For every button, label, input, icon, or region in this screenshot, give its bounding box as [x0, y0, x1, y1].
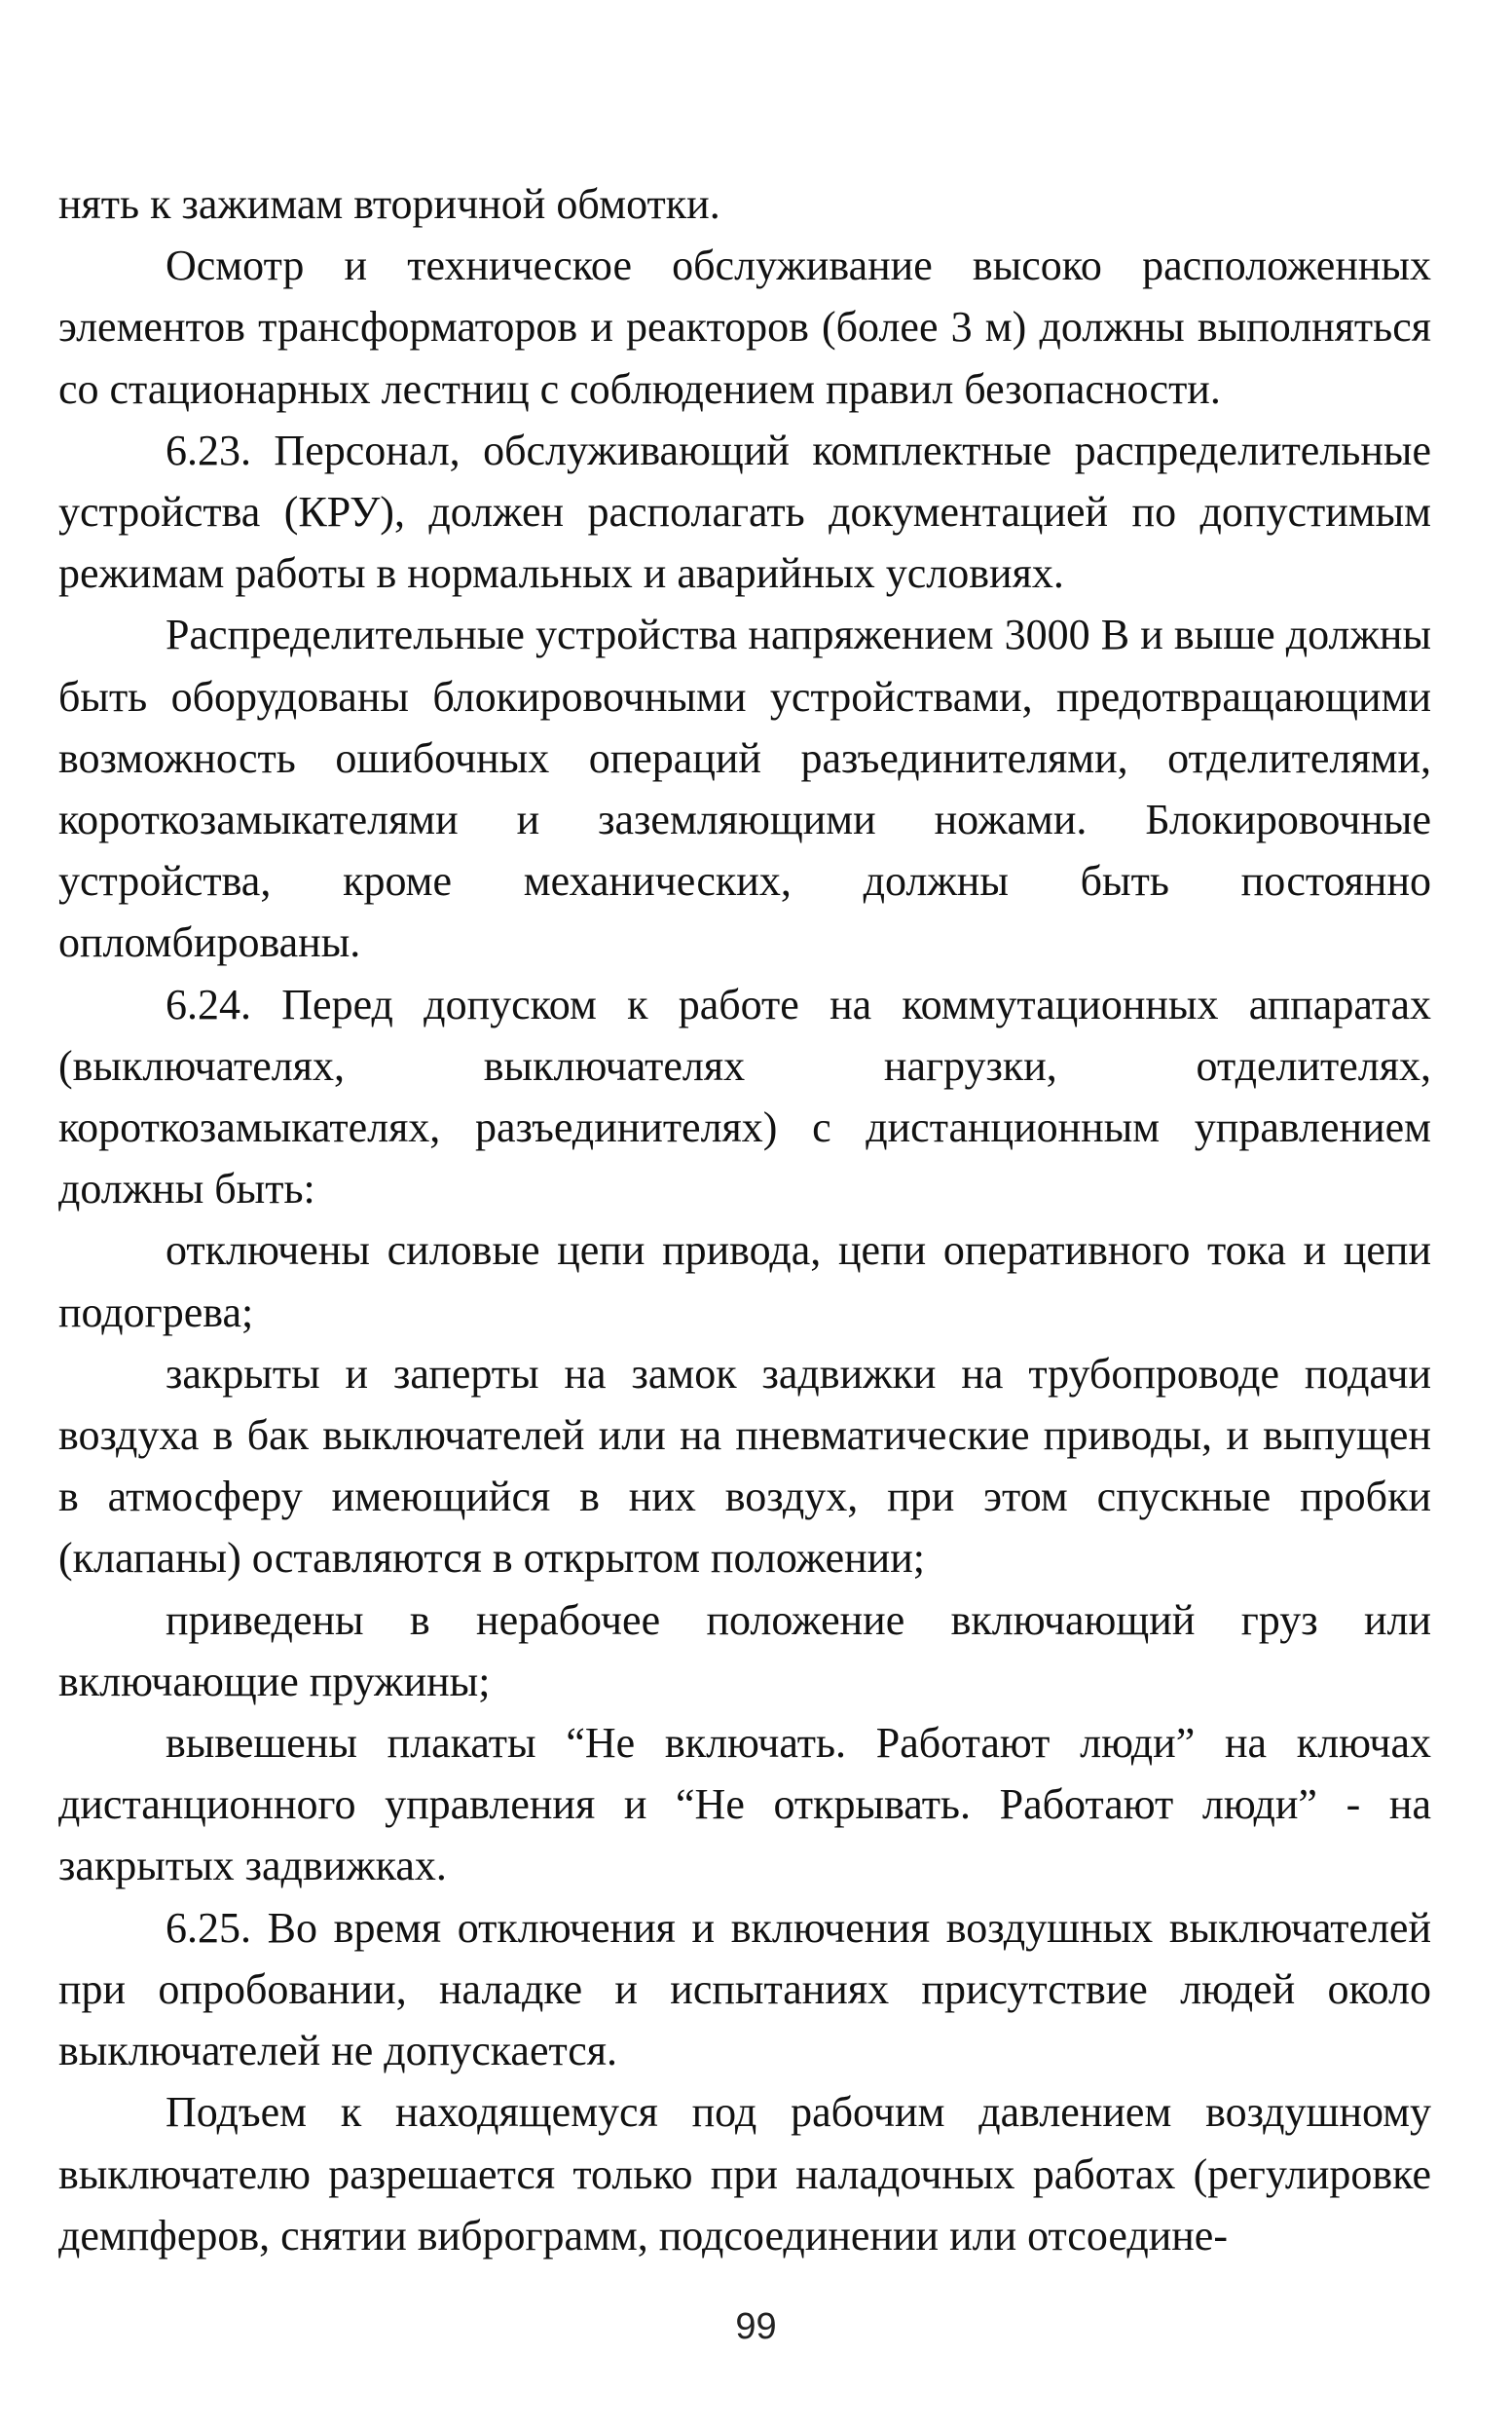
paragraph-6-25: 6.25. Во время отключения и включения воздушных выключателей при опробовании, наладке и испытаниях присутствие людей около выключателей не допускается.	[58, 1903, 1431, 2075]
paragraph-climbing-rules: Подъем к находящемуся под рабочим давлением воздушному выключателю разрешается только при наладочных работах (регулировке демпферов, снятии виброграмм, подсоединении или отсоедине-	[58, 2088, 1431, 2259]
list-item-valves-closed: закрыты и заперты на замок задвижки на трубопроводе подачи воздуха в бак выключателей или на пневматические приводы, и выпущен в атмосферу имеющийся в них воздух, при этом спускные пробки (клапаны) оставляются в открытом положении;	[58, 1349, 1431, 1583]
paragraph-blocking-devices: Распределительные устройства напряжением 3000 В и выше должны быть оборудованы блокировочными устройствами, предотвращающими возможность ошибочных операций разъединителями, отделителями, короткозамыкателями и заземляющими ножами. Блокировочные устройства, кроме механических, должны быть постоянно опломбированы.	[58, 611, 1431, 967]
list-item-springs: приведены в нерабочее положение включающий груз или включающие пружины;	[58, 1595, 1431, 1705]
paragraph-6-23: 6.23. Персонал, обслуживающий комплектные распределительные устройства (КРУ), должен располагать документацией по допустимым режимам работы в нормальных и аварийных условиях.	[58, 426, 1431, 598]
paragraph-inspection-rules: Осмотр и техническое обслуживание высоко расположенных элементов трансформаторов и реакторов (более 3 м) должны выполняться со стационарных лестниц с соблюдением правил безопасности.	[58, 242, 1431, 413]
list-item-power-circuits: отключены силовые цепи привода, цепи оперативного тока и цепи подогрева;	[58, 1226, 1431, 1336]
paragraph-continuation: нять к зажимам вторичной обмотки.	[58, 180, 720, 228]
body-text	[58, 173, 1431, 2266]
page-number: 99	[735, 2306, 777, 2347]
paragraph-6-24: 6.24. Перед допуском к работе на коммутационных аппаратах (выключателях, выключателях нагрузки, отделителях, короткозамыкателях, разъединителях) с дистанционным управлением должны быть:	[58, 980, 1431, 1214]
list-item-posters: вывешены плакаты “Не включать. Работают люди” на ключах дистанционного управления и “Не открывать. Работают люди” - на закрытых задвижках.	[58, 1719, 1431, 1890]
